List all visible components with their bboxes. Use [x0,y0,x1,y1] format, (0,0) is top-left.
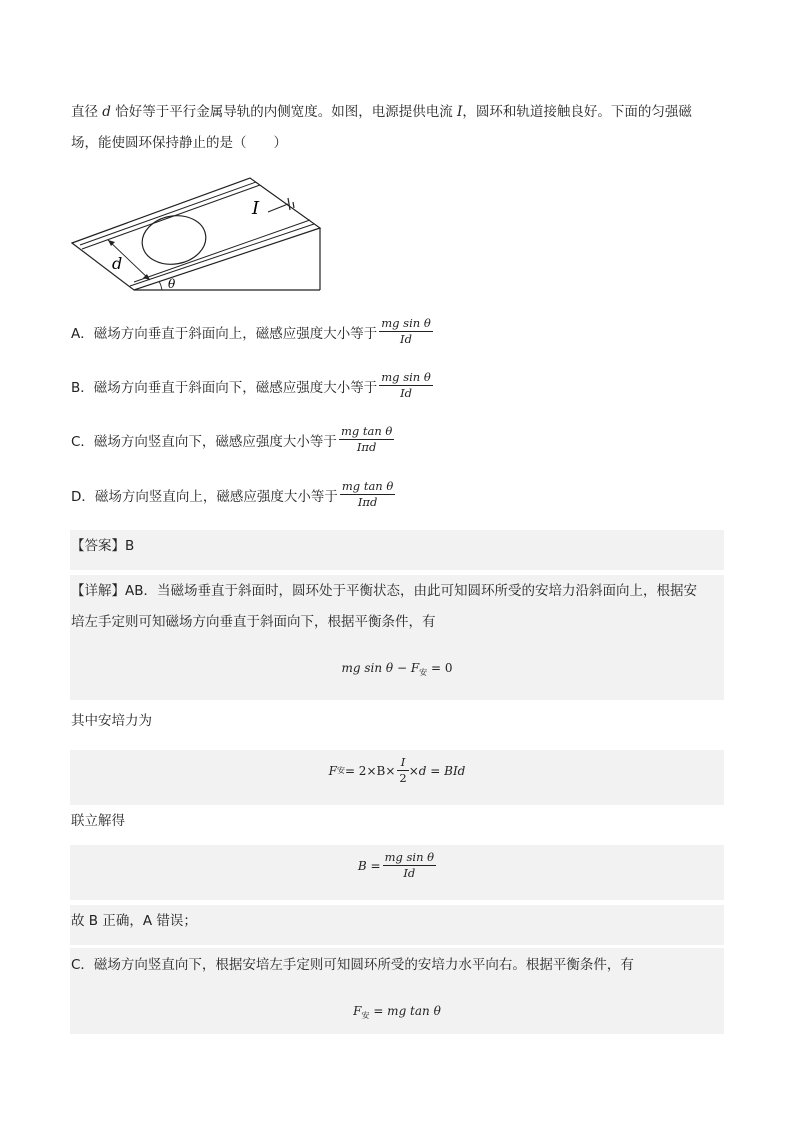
detail-paragraph-3: 其中安培力为 [71,713,152,729]
angle-arc [159,281,162,290]
fraction-denominator: Id [403,866,416,880]
ring [138,211,209,269]
question-text: ，圆环和轨道接触良好。下面的匀强磁 [462,104,692,120]
answer-block [70,530,724,570]
option-a[interactable] [71,316,433,347]
fraction-numerator: mg sin θ [381,370,431,384]
fraction-denominator: Id [400,386,412,400]
subscript-an: 安 [336,766,345,775]
equation-3-left: B = [357,858,381,873]
option-a-text: A．磁场方向垂直于斜面向上，磁感应强度大小等于 [71,325,378,342]
fraction-denominator: Iπd [356,440,377,454]
equation-2-part: ×d = BId [408,763,466,778]
rail-near-1 [80,182,256,245]
question-line-1 [71,102,692,122]
detail-paragraph-4: 联立解得 [71,813,125,829]
fraction-numerator: I [397,755,408,771]
option-b-text: B．磁场方向垂直于斜面向下，磁感应强度大小等于 [71,379,378,396]
detail-paragraph-1: 【详解】AB．当磁场垂直于斜面时，圆环处于平衡状态，由此可知圆环所受的安培力沿斜面向上，根据安 [71,583,697,599]
rail-near-2 [82,185,260,249]
label-theta: θ [168,277,176,291]
option-c-fraction [339,424,394,455]
option-a-fraction [379,316,433,347]
fraction-denominator: 2 [399,771,407,785]
answer-label: 【答案】B [71,538,135,554]
fraction-denominator: Iπd [357,495,378,509]
fraction-numerator: mg tan θ [340,424,393,438]
incline-rail-figure [70,170,330,295]
question-text: 恰好等于平行金属导轨的内侧宽度。如图，电源提供电流 [110,104,458,120]
equation-4-right: = mg tan θ [369,1004,441,1018]
option-d[interactable] [71,479,395,510]
question-text: 直径 [71,104,103,120]
detail-paragraph-6: C．磁场方向竖直向下，根据安培左手定则可知圆环所受的安培力水平向右。根据平衡条件，有 [71,957,634,973]
subscript-an: 安 [419,668,428,677]
equation-4-F: F [353,1004,362,1018]
battery-plate [293,202,294,208]
question-line-2: 场，能使圆环保持静止的是（ ） [71,135,287,151]
fraction-numerator: mg sin θ [384,850,435,864]
variable-I: I [457,104,463,120]
option-d-text: D．磁场方向竖直向上，磁感应强度大小等于 [71,488,338,505]
variable-d: d [102,104,111,120]
option-c[interactable] [71,424,394,455]
fraction-denominator: Id [400,332,412,346]
equation-2-part: = 2×B× [344,763,396,778]
option-b-fraction [379,370,433,401]
battery-lead [268,204,288,212]
equation-1-left: mg sin θ − F [341,661,420,675]
label-I: I [252,198,260,219]
fraction-numerator: mg sin θ [381,316,431,330]
equation-2-F: F [328,763,337,778]
battery-plate [288,198,290,210]
detail-paragraph-5: 故 B 正确，A 错误； [71,913,197,929]
fraction-numerator: mg tan θ [341,479,394,493]
detail-paragraph-2: 培左手定则可知磁场方向垂直于斜面向下，根据平衡条件，有 [71,614,436,630]
option-c-text: C．磁场方向竖直向下，磁感应强度大小等于 [71,433,337,450]
equation-2-fraction [397,755,408,786]
equation-1 [70,661,724,678]
equation-1-right: = 0 [427,661,453,675]
option-b[interactable] [71,370,433,401]
rail-far-1 [134,220,310,282]
rail-far-2 [130,224,314,286]
option-d-fraction [340,479,395,510]
equation-3-fraction [383,850,437,881]
equation-2 [70,755,724,786]
subscript-an: 安 [361,1011,370,1020]
equation-3 [70,850,724,881]
equation-4 [70,1004,724,1021]
label-d: d [112,254,123,273]
